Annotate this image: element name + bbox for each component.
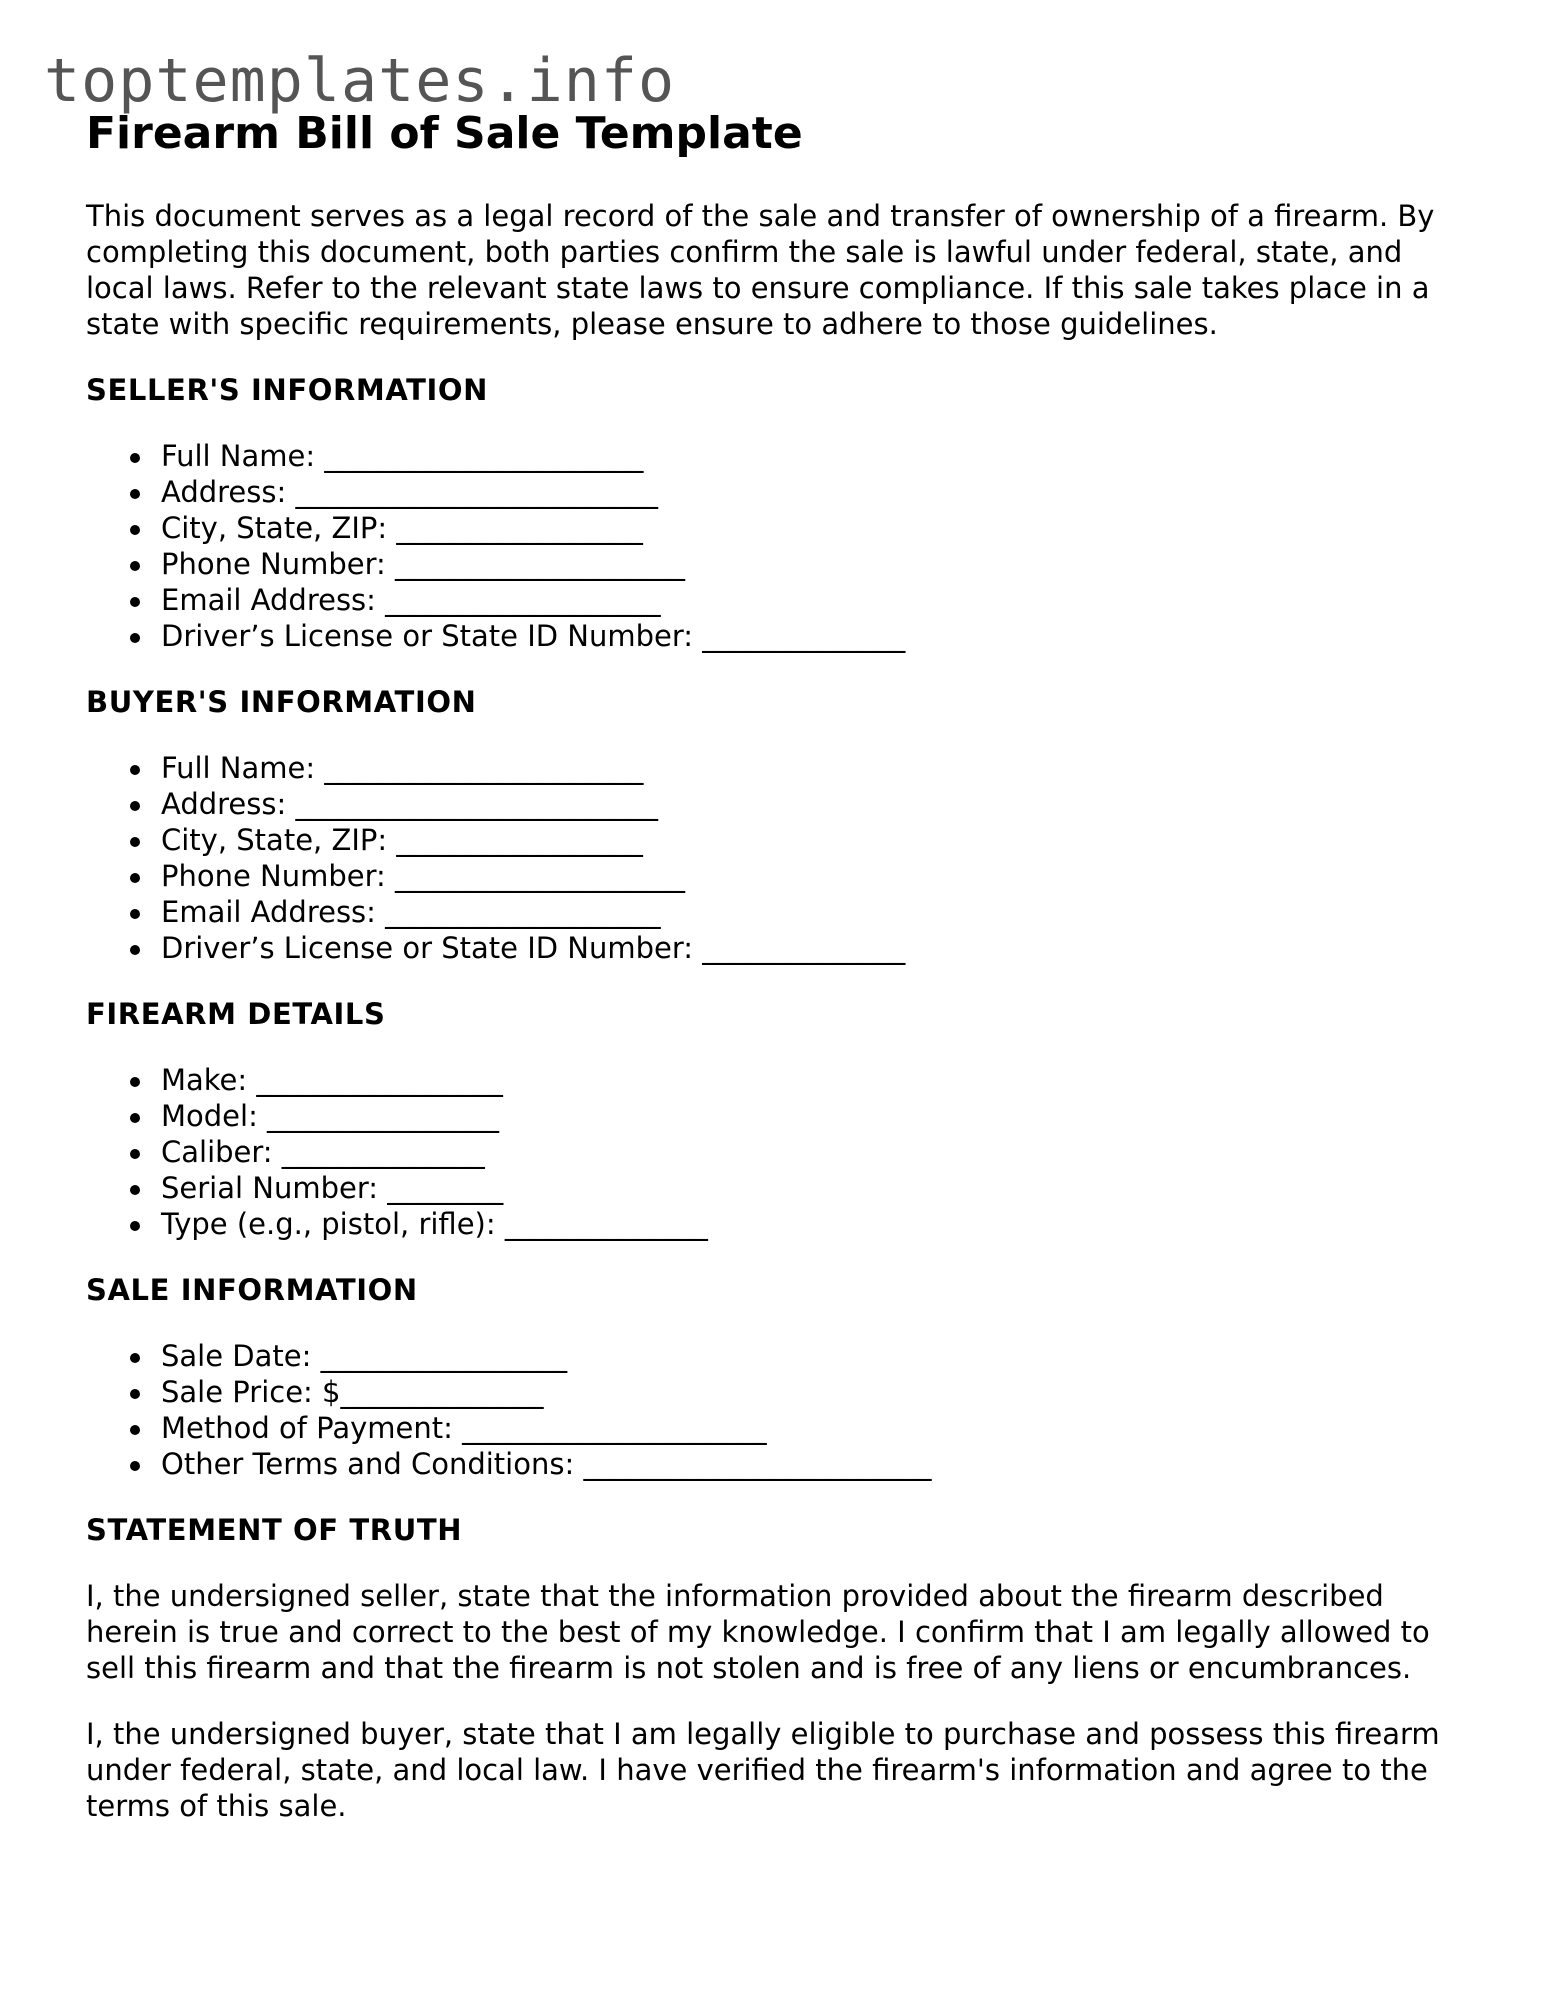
- sale-date-field: Sale Date: _________________: [86, 1338, 1466, 1374]
- other-terms-field: Other Terms and Conditions: ________________________: [86, 1446, 1466, 1482]
- document-page: [86, 104, 1466, 1824]
- firearm-model-field: Model: ________________: [86, 1098, 1466, 1134]
- sale-heading: SALE INFORMATION: [86, 1273, 418, 1307]
- watermark: toptemplates.info: [44, 46, 676, 116]
- seller-heading: SELLER'S INFORMATION: [86, 373, 489, 407]
- seller-license-field: Driver’s License or State ID Number: ______________: [86, 618, 1466, 654]
- seller-city-state-zip-field: City, State, ZIP: _________________: [86, 510, 1466, 546]
- seller-statement: I, the undersigned seller, state that the information provided about the firearm described herein is true and correct to the best of my knowledge. I confirm that I am legally allowed to sell this firearm and that the firearm is not stolen and is free of any liens or encumbrances.: [86, 1579, 1430, 1685]
- seller-field-list: [86, 438, 1466, 654]
- buyer-phone-field: Phone Number: ____________________: [86, 858, 1466, 894]
- buyer-license-field: Driver’s License or State ID Number: ______________: [86, 930, 1466, 966]
- seller-full-name-field: Full Name: ______________________: [86, 438, 1466, 474]
- firearm-type-field: Type (e.g., pistol, rifle): ______________: [86, 1206, 1466, 1242]
- seller-email-field: Email Address: ___________________: [86, 582, 1466, 618]
- document-title: Firearm Bill of Sale Template: [86, 108, 803, 159]
- firearm-serial-field: Serial Number: ________: [86, 1170, 1466, 1206]
- firearm-heading: FIREARM DETAILS: [86, 997, 386, 1031]
- sale-price-field: Sale Price: $______________: [86, 1374, 1466, 1410]
- sale-field-list: [86, 1338, 1466, 1482]
- intro-paragraph: This document serves as a legal record of the sale and transfer of ownership of a firearm. By completing this document, both parties confirm the sale is lawful under federal, state, and local laws. Refer to the relevant state laws to ensure compliance. If this sale takes place in a state with specific requirements, please ensure to adhere to those guidelines.: [86, 199, 1435, 341]
- buyer-full-name-field: Full Name: ______________________: [86, 750, 1466, 786]
- buyer-address-field: Address: _________________________: [86, 786, 1466, 822]
- buyer-heading: BUYER'S INFORMATION: [86, 685, 477, 719]
- buyer-email-field: Email Address: ___________________: [86, 894, 1466, 930]
- payment-method-field: Method of Payment: _____________________: [86, 1410, 1466, 1446]
- firearm-field-list: [86, 1062, 1466, 1242]
- seller-phone-field: Phone Number: ____________________: [86, 546, 1466, 582]
- buyer-statement: I, the undersigned buyer, state that I am legally eligible to purchase and possess this firearm under federal, state, and local law. I have verified the firearm's information and agree to the terms of this sale.: [86, 1717, 1440, 1823]
- statement-heading: STATEMENT OF TRUTH: [86, 1513, 463, 1547]
- firearm-caliber-field: Caliber: ______________: [86, 1134, 1466, 1170]
- firearm-make-field: Make: _________________: [86, 1062, 1466, 1098]
- seller-address-field: Address: _________________________: [86, 474, 1466, 510]
- buyer-field-list: [86, 750, 1466, 966]
- buyer-city-state-zip-field: City, State, ZIP: _________________: [86, 822, 1466, 858]
